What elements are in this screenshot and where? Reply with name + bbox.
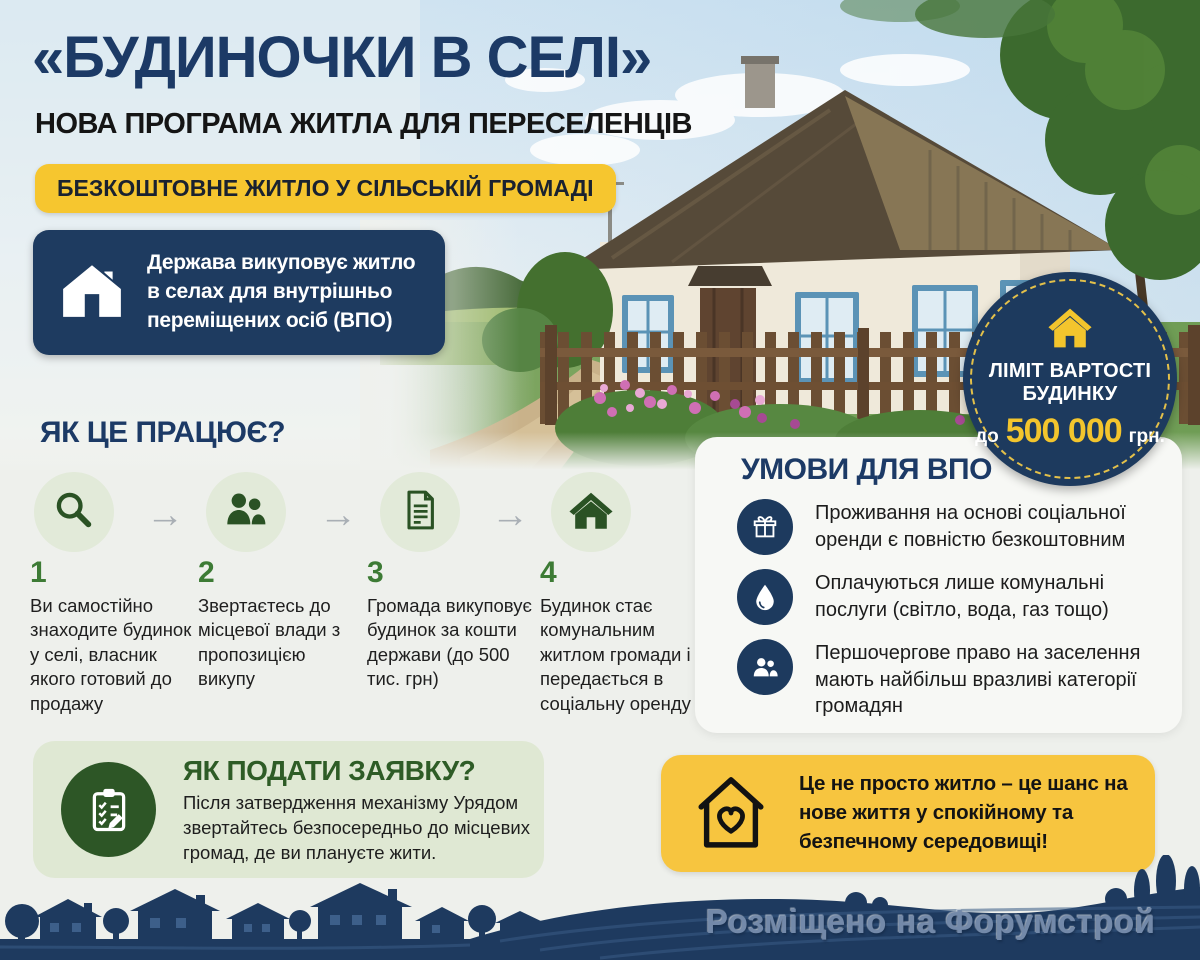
house-icon [1047,307,1093,354]
condition-item [737,569,1165,625]
watermark-text: Розміщено на Форумстрой [706,903,1156,940]
people-icon [223,487,269,538]
step3-number: 3 [367,556,384,589]
price-limit-badge [963,272,1177,486]
condition-text: Проживання на основі соціальної оренди є повністю безкоштовним [815,502,1126,551]
application-heading: ЯК ПОДАТИ ЗАЯВКУ? [183,755,476,786]
step3-text: Громада викуповує будинок за кошти держави (до 500 тис. грн) [367,595,532,690]
limit-line2: БУДИНКУ [1022,383,1118,405]
document-icon [398,487,442,538]
arrow-right-icon: → [491,494,529,536]
step2-text: Звертаєтесь до місцевої влади з пропозицією викупу [198,595,341,690]
house-icon [568,487,614,538]
page-subtitle: НОВА ПРОГРАМА ЖИТЛА ДЛЯ ПЕРЕСЕЛЕНЦІВ [35,108,692,140]
water-drop-icon [737,569,793,625]
free-housing-badge: БЕЗКОШТОВНЕ ЖИТЛО У СІЛЬСЬКІЙ ГРОМАДІ [35,164,616,213]
arrow-right-icon: → [146,494,184,536]
limit-suffix: грн. [1128,426,1165,447]
promo-text: Це не просто житло – це шанс на нове життя у спокійному та безпечному середовищі! [799,772,1128,853]
step1-number: 1 [30,556,47,589]
limit-amount: 500 000 [1005,412,1122,450]
step4-text: Будинок стає комунальним житлом громади і передається в соціальну оренду [540,595,691,714]
step2-number: 2 [198,556,215,589]
program-intro-card [33,230,445,355]
page-title: «БУДИНОЧКИ В СЕЛІ» [32,25,652,90]
condition-item [737,639,1165,720]
step1-text: Ви самостійно знаходите будинок у селі, власник якого готовий до продажу [30,595,192,714]
condition-text: Оплачуються лише комунальні послуги (світло, вода, газ тощо) [815,572,1109,621]
step2-circle [206,472,286,552]
conditions-card [695,437,1182,733]
limit-prefix: до [975,426,999,447]
magnifier-icon [51,487,97,538]
clipboard-checklist-icon [61,762,156,857]
condition-text: Першочергове право на заселення мають найбільш вразливі категорії громадян [815,642,1141,718]
step1-circle [34,472,114,552]
house-icon [59,257,125,328]
conditions-heading: УМОВИ ДЛЯ ВПО [741,453,992,486]
application-text: Після затвердження механізму Урядом звертайтесь безпосередньо до місцевих громад, де ви плануєте жити. [183,792,530,863]
program-intro-text: Держава викуповує житло в селах для внутрішньо переміщених осіб (ВПО) [147,251,416,332]
step4-number: 4 [540,556,557,589]
people-icon [737,639,793,695]
gift-icon [737,499,793,555]
arrow-right-icon: → [319,494,357,536]
step3-circle [380,472,460,552]
house-heart-icon [687,769,775,858]
step4-circle [551,472,631,552]
condition-item [737,499,1165,555]
limit-line1: ЛІМІТ ВАРТОСТІ [988,360,1152,382]
how-it-works-heading: ЯК ЦЕ ПРАЦЮЄ? [40,416,286,449]
